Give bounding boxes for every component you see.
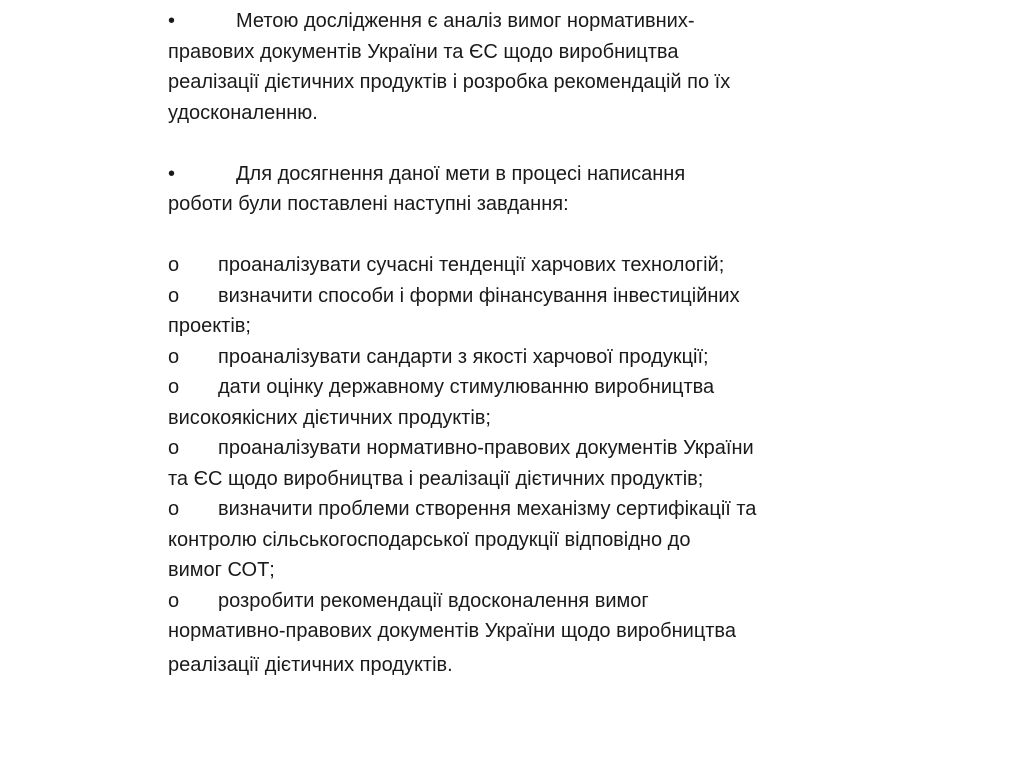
bullet-icon: • (168, 162, 176, 185)
spacer (168, 220, 868, 251)
task-5-line-2: та ЄС щодо виробництва і реалізації дієтичних продуктів; (168, 467, 704, 490)
circle-bullet-icon: o (168, 376, 180, 398)
task-2-line-1: визначити способи і форми фінансування інвестиційних (218, 284, 740, 307)
task-item-2 (168, 281, 868, 312)
task-6-line-2: контролю сільськогосподарської продукції відповідно до (168, 528, 691, 551)
circle-bullet-icon: o (168, 498, 180, 520)
circle-bullet-icon: o (168, 254, 180, 276)
task-item-7 (168, 586, 868, 617)
goal-paragraph (168, 6, 868, 128)
task-item-3 (168, 342, 868, 373)
task-1-line-1: проаналізувати сучасні тенденції харчових технологій; (218, 254, 725, 276)
goal-line-2: правових документів України та ЄС щодо виробництва (168, 40, 679, 63)
goal-text-1: Метою дослідження є аналіз вимог нормативних- (236, 10, 695, 32)
task-7-line-2: нормативно-правових документів України щодо виробництва (168, 620, 736, 642)
task-item-5 (168, 433, 868, 464)
tasks-intro-paragraph (168, 159, 868, 220)
task-6-line-1: визначити проблеми створення механізму сертифікації та (218, 498, 757, 520)
circle-bullet-icon: o (168, 284, 180, 307)
tasks-intro-line-2: роботи були поставлені наступні завдання: (168, 193, 569, 215)
goal-line-3: реалізації дієтичних продуктів і розробка рекомендацій по їх (168, 71, 731, 93)
task-5-line-1: проаналізувати нормативно-правових документів України (218, 437, 754, 459)
task-item-6 (168, 494, 868, 525)
tasks-intro-text-1: Для досягнення даної мети в процесі написання (236, 162, 686, 185)
task-6-line-3: вимог СОТ; (168, 559, 275, 581)
spacer (168, 128, 868, 159)
task-4-line-2: високоякісних дієтичних продуктів; (168, 406, 491, 429)
task-list (168, 250, 868, 680)
goal-line-1 (168, 6, 868, 37)
task-7-line-3: реалізації дієтичних продуктів. (168, 653, 453, 676)
bullet-icon: • (168, 10, 176, 32)
slide-text-block (168, 6, 868, 680)
circle-bullet-icon: o (168, 589, 180, 612)
task-3-line-1: проаналізувати сандарти з якості харчової продукції; (218, 345, 709, 368)
goal-line-4: удосконаленню. (168, 101, 318, 124)
task-item-4 (168, 372, 868, 403)
task-7-line-1: розробити рекомендації вдосконалення вимог (218, 589, 649, 612)
task-2-line-2: проектів; (168, 315, 251, 337)
circle-bullet-icon: o (168, 437, 180, 459)
tasks-intro-line-1 (168, 159, 868, 190)
task-4-line-1: дати оцінку державному стимулюванню виробництва (218, 376, 715, 398)
task-item-1 (168, 250, 868, 281)
circle-bullet-icon: o (168, 345, 180, 368)
